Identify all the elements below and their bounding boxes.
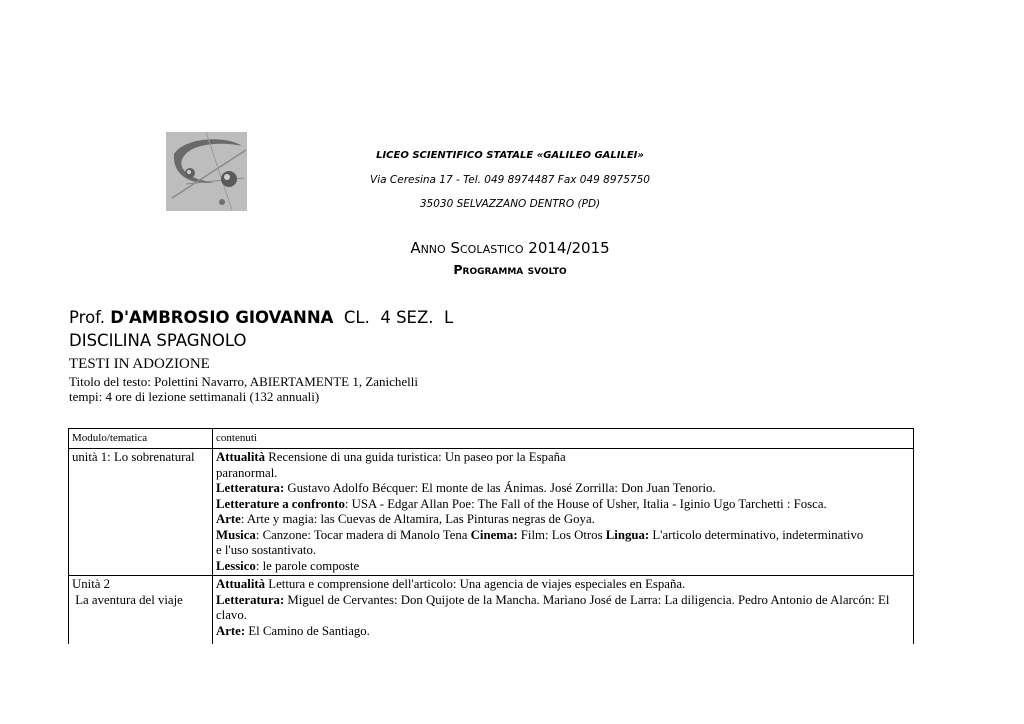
unit1-lessico-text: : le parole composte [255,558,360,573]
unit1-confronto-text: : USA - Edgar Allan Poe: The Fall of the House of Usher, Italia - Iginio Ugo Tarchetti : Fosca. [344,496,827,511]
unit1-arte-label: Arte [216,512,241,526]
unit1-name: unità 1: Lo sobrenatural [69,449,213,576]
school-city: 35030 SELVAZZANO DENTRO (PD) [419,198,601,210]
unit1-cinema-text: Film: Los Otros [517,527,606,542]
unit1-contents [213,449,914,576]
unit2-name [69,576,213,645]
unit2-name-line2: La aventura del viaje [72,592,183,607]
unit1-cinema-label: Cinema: [470,527,518,542]
unit1-lessico-label: Lessico [216,558,256,573]
unit1-lingua-label: Lingua: [605,527,650,542]
school-address: Via Ceresina 17 - Tel. 049 8974487 Fax 049 8975750 [370,174,650,186]
unit2-contents [213,576,914,645]
school-name: LICEO SCIENTIFICO STATALE «GALILEO GALILEI» [376,150,644,161]
unit1-confronto-label: Letterature a confronto [216,496,345,511]
table-row [69,449,914,576]
teacher-name: D'AMBROSIO GIOVANNA [110,308,334,327]
unit2-letteratura-label: Letteratura: [216,592,285,607]
unit2-name-line1: Unità 2 [72,577,111,591]
unit2-arte-text: El Camino de Santiago. [245,623,370,638]
textbook-title: Titolo del testo: Polettini Navarro, ABIERTAMENTE 1, Zanichelli [69,374,419,389]
table-header-row [69,429,914,449]
textbooks-heading: TESTI IN ADOZIONE [69,356,210,372]
unit1-arte-text: : Arte y magia: las Cuevas de Altamira, Las Pinturas negras de Goya. [240,512,595,526]
school-logo-icon [166,132,247,211]
unit1-lingua-text: L'articolo determinativo, indeterminativo [649,527,864,542]
prof-prefix: Prof. [69,308,111,327]
unit2-letteratura-text: Miguel de Cervantes: Don Quijote de la Mancha. Mariano José de Larra: La diligencia. Pedro Antonio de Alarcón: El clavo. [216,592,890,622]
unit1-letteratura-text: Gustavo Adolfo Bécquer: El monte de las Ánimas. José Zorrilla: Don Juan Tenorio. [284,481,716,495]
col-header-contents: contenuti [213,429,914,449]
table-row [69,576,914,645]
unit1-attualita-text: Recensione di una guida turistica: Un paseo por la España [265,450,566,464]
unit1-lingua-cont: e l'uso sostantivato. [216,543,317,557]
unit2-attualita-text: Lettura e comprensione dell'articolo: Una agencia de viajes especiales en España. [265,577,686,591]
unit1-attualita-label: Attualità [216,450,266,464]
unit1-musica-text: : Canzone: Tocar madera di Manolo Tena [255,527,471,542]
unit1-letteratura-label: Letteratura: [216,481,285,495]
col-header-module: Modulo/tematica [69,429,213,449]
unit2-attualita-label: Attualità [216,577,266,591]
class-info: CL. 4 SEZ. L [333,308,454,327]
unit1-musica-label: Musica [216,527,256,542]
unit2-arte-label: Arte: [216,623,246,638]
lesson-hours: tempi: 4 ore di lezione settimanali (132 annuali) [69,389,320,404]
school-year: Anno Scolastico 2014/2015 [410,239,610,257]
program-table [68,428,914,644]
program-title: Programma svolto [453,262,567,277]
unit1-attualita-cont: paranormal. [216,465,278,480]
discipline: DISCILINA SPAGNOLO [69,331,247,350]
teacher-line [69,308,453,327]
